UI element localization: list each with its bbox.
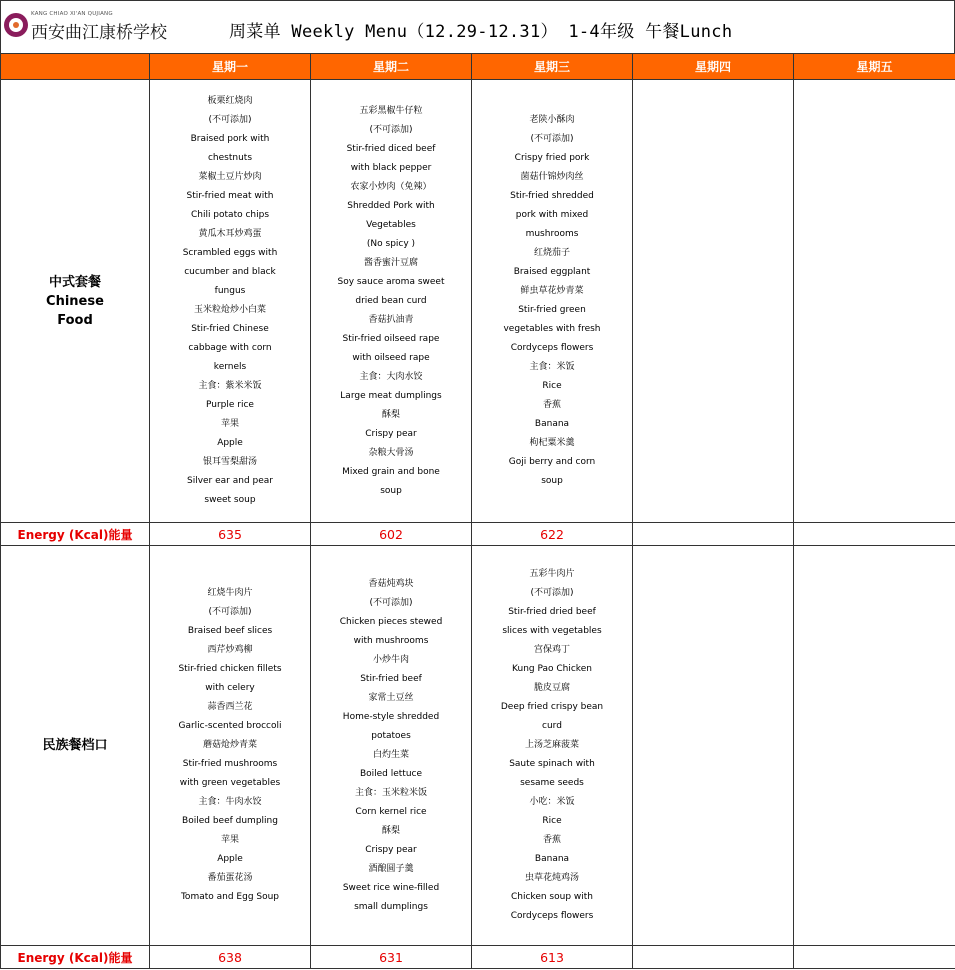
energy-value xyxy=(633,523,794,546)
dish-line: mushrooms xyxy=(525,229,579,239)
ethnic-food-row xyxy=(1,546,955,946)
dish-line: Tomato and Egg Soup xyxy=(180,892,280,902)
menu-cell xyxy=(311,546,472,946)
title-bar xyxy=(0,0,955,54)
dish-line: fungus xyxy=(214,286,246,296)
dish-line: Braised beef slices xyxy=(187,626,273,636)
dish-line: (不可添加) xyxy=(208,115,252,125)
dish-line: Soy sauce aroma sweet xyxy=(337,276,445,287)
dish-line: Crispy pear xyxy=(365,428,417,439)
menu-cell xyxy=(472,546,633,946)
dish-line: sesame seeds xyxy=(520,778,584,788)
dish-line: Home-style shredded xyxy=(342,711,440,722)
day-header-wed: 星期三 xyxy=(472,54,633,80)
dish-line: Mixed grain and bone xyxy=(342,466,440,477)
dish-line: 酒酿圆子羹 xyxy=(368,863,414,874)
dish-line: with green vegetables xyxy=(179,778,281,788)
dish-line: Cordyceps flowers xyxy=(510,343,594,353)
school-name-cn: 西安曲江康桥学校 xyxy=(31,23,167,43)
dish-line: pork with mixed xyxy=(515,210,589,220)
dish-line: 蘑菇炝炒青菜 xyxy=(202,740,257,750)
dish-line: dried bean curd xyxy=(355,295,427,306)
dish-line: potatoes xyxy=(371,730,411,741)
dish-line: Boiled beef dumpling xyxy=(182,816,278,826)
menu-cell xyxy=(633,546,794,946)
dish-line: 香菇炖鸡块 xyxy=(368,578,414,589)
dish-line: (不可添加) xyxy=(369,124,413,135)
category-line: 民族餐档口 xyxy=(42,738,108,753)
dish-line: with oilseed rape xyxy=(352,352,430,363)
dish-line: 蒜香西兰花 xyxy=(207,702,253,712)
dish-line: Boiled lettuce xyxy=(359,768,423,779)
dish-line: 主食：米饭 xyxy=(529,362,575,372)
dish-line: 板栗红烧肉 xyxy=(207,96,253,106)
dish-line: Rice xyxy=(542,816,562,826)
menu-title: 周菜单 Weekly Menu（12.29-12.31） 1-4年级 午餐Lunch xyxy=(229,22,733,42)
energy-value: 638 xyxy=(150,946,311,969)
menu-cell xyxy=(150,546,311,946)
category-line: Chinese xyxy=(46,293,104,309)
dish-line: 主食：紫米米饭 xyxy=(198,381,262,391)
category-line: Food xyxy=(57,312,93,328)
dish-line: 杂粮大骨汤 xyxy=(368,447,414,458)
dish-line: chestnuts xyxy=(207,153,253,163)
dish-line: Chicken pieces stewed xyxy=(339,616,443,627)
dish-line: with mushrooms xyxy=(353,635,429,646)
dish-line: Large meat dumplings xyxy=(340,390,442,401)
dish-line: Braised eggplant xyxy=(513,267,591,277)
dish-line: Silver ear and pear xyxy=(186,476,273,486)
dish-line: (不可添加) xyxy=(530,134,574,144)
dish-line: Scrambled eggs with xyxy=(182,248,278,258)
energy-label: Energy (Kcal)能量 xyxy=(1,946,150,969)
dish-line: Saute spinach with xyxy=(509,759,595,769)
dish-line: Banana xyxy=(534,419,570,429)
dish-line: Chicken soup with xyxy=(511,892,593,902)
energy-label: Energy (Kcal)能量 xyxy=(1,523,150,546)
day-header-mon: 星期一 xyxy=(150,54,311,80)
dish-line: Stir-fried diced beef xyxy=(346,143,436,154)
dish-line: 虫草花炖鸡汤 xyxy=(524,873,579,883)
dish-line: Stir-fried beef xyxy=(360,673,422,684)
dish-line: 老陕小酥肉 xyxy=(529,115,575,125)
dish-line: Goji berry and corn xyxy=(508,457,596,467)
dish-line: 西芹炒鸡柳 xyxy=(207,645,253,655)
dish-line: 农家小炒肉（免辣） xyxy=(350,181,432,192)
dish-line: Shredded Pork with xyxy=(347,200,435,211)
dish-line: 白灼生菜 xyxy=(372,749,409,760)
dish-line: cucumber and black xyxy=(184,267,276,277)
energy-row xyxy=(1,946,955,969)
energy-value: 631 xyxy=(311,946,472,969)
menu-cell xyxy=(794,546,955,946)
dish-line: 苹果 xyxy=(220,835,239,845)
dish-line: (不可添加) xyxy=(530,588,574,598)
dish-line: 主食：牛肉水饺 xyxy=(198,797,262,807)
dish-line: Vegetables xyxy=(366,219,416,230)
dish-line: (No spicy ) xyxy=(366,238,416,249)
dish-line: 番茄蛋花汤 xyxy=(207,873,253,883)
dish-line: 菌菇什锦炒肉丝 xyxy=(520,172,584,182)
dish-line: 五彩黑椒牛仔粒 xyxy=(359,105,423,116)
menu-cell xyxy=(472,80,633,523)
dish-line: Stir-fried Chinese xyxy=(191,324,269,334)
day-header-thu: 星期四 xyxy=(633,54,794,80)
dish-line: Stir-fried shredded xyxy=(510,191,594,201)
dish-line: Sweet rice wine-filled xyxy=(342,882,440,893)
dish-line: Cordyceps flowers xyxy=(510,911,594,921)
dish-line: slices with vegetables xyxy=(502,626,602,636)
day-header-fri: 星期五 xyxy=(794,54,955,80)
dish-line: soup xyxy=(541,476,563,486)
dish-line: small dumplings xyxy=(354,901,428,912)
dish-line: 鲜虫草花炒青菜 xyxy=(520,286,584,296)
dish-line: Banana xyxy=(534,854,570,864)
category-cell xyxy=(1,546,150,946)
dish-line: sweet soup xyxy=(204,495,256,505)
day-header-tue: 星期二 xyxy=(311,54,472,80)
dish-line: 香蕉 xyxy=(542,835,561,845)
dish-line: 香蕉 xyxy=(542,400,561,410)
dish-line: 菜椒土豆片炒肉 xyxy=(198,172,262,182)
dish-line: Stir-fried green xyxy=(518,305,586,315)
dish-line: 红烧牛肉片 xyxy=(207,588,253,598)
dish-line: Crispy fried pork xyxy=(514,153,590,163)
dish-line: 银耳雪梨甜汤 xyxy=(202,457,257,467)
dish-line: (不可添加) xyxy=(369,597,413,608)
dish-line: Apple xyxy=(217,438,243,448)
chinese-food-row xyxy=(1,80,955,523)
dish-line: 红烧茄子 xyxy=(533,248,570,258)
menu-cell xyxy=(794,80,955,523)
dish-line: (不可添加) xyxy=(208,607,252,617)
dish-line: Chili potato chips xyxy=(190,210,270,220)
dish-line: 脆皮豆腐 xyxy=(533,683,570,693)
dish-line: Stir-fried dried beef xyxy=(508,607,596,617)
dish-line: 小吃：米饭 xyxy=(529,797,575,807)
dish-line: 宫保鸡丁 xyxy=(533,645,570,655)
menu-cell xyxy=(150,80,311,523)
dish-line: Stir-fried meat with xyxy=(186,191,274,201)
dish-line: Stir-fried oilseed rape xyxy=(342,333,440,344)
energy-value: 602 xyxy=(311,523,472,546)
dish-line: 上汤芝麻菠菜 xyxy=(524,740,579,750)
menu-table xyxy=(0,53,955,969)
dish-line: Rice xyxy=(542,381,562,391)
dish-line: 酥梨 xyxy=(381,409,400,420)
dish-line: Stir-fried chicken fillets xyxy=(178,664,282,674)
energy-value: 635 xyxy=(150,523,311,546)
dish-line: Apple xyxy=(217,854,243,864)
corner-cell xyxy=(1,54,150,80)
day-header-row xyxy=(1,54,955,80)
energy-value: 613 xyxy=(472,946,633,969)
dish-line: Corn kernel rice xyxy=(355,806,427,817)
energy-value xyxy=(794,946,955,969)
dish-line: Purple rice xyxy=(206,400,254,410)
category-line: 中式套餐 xyxy=(48,274,101,290)
dish-line: Garlic-scented broccoli xyxy=(178,721,282,731)
school-emblem-icon xyxy=(4,13,28,37)
dish-line: 主食：玉米粒米饭 xyxy=(354,787,427,798)
dish-line: 香菇扒油青 xyxy=(368,314,414,325)
dish-line: Crispy pear xyxy=(365,844,417,855)
dish-line: 酱香蜜汁豆腐 xyxy=(363,257,418,268)
dish-line: curd xyxy=(542,721,562,731)
energy-value xyxy=(633,946,794,969)
dish-line: 小炒牛肉 xyxy=(372,654,409,665)
dish-line: 玉米粒炝炒小白菜 xyxy=(193,305,266,315)
dish-line: 黄瓜木耳炒鸡蛋 xyxy=(198,229,262,239)
dish-line: Braised pork with xyxy=(190,134,270,144)
dish-line: with celery xyxy=(205,683,255,693)
dish-line: 家常土豆丝 xyxy=(368,692,414,703)
energy-value xyxy=(794,523,955,546)
energy-row xyxy=(1,523,955,546)
dish-line: Kung Pao Chicken xyxy=(512,664,592,674)
dish-line: 主食：大肉水饺 xyxy=(359,371,423,382)
energy-value: 622 xyxy=(472,523,633,546)
dish-line: cabbage with corn xyxy=(188,343,272,353)
school-logo xyxy=(4,11,184,43)
dish-line: kernels xyxy=(213,362,247,372)
school-name-en: KANG CHIAO XI'AN QUJIANG xyxy=(31,11,113,17)
dish-line: 五彩牛肉片 xyxy=(529,569,575,579)
category-cell xyxy=(1,80,150,523)
dish-line: Stir-fried mushrooms xyxy=(182,759,278,769)
menu-cell xyxy=(633,80,794,523)
menu-cell xyxy=(311,80,472,523)
dish-line: with black pepper xyxy=(350,162,432,173)
dish-line: 枸杞粟米羹 xyxy=(529,438,575,448)
dish-line: 苹果 xyxy=(220,419,239,429)
dish-line: Deep fried crispy bean xyxy=(500,702,604,712)
dish-line: vegetables with fresh xyxy=(503,324,601,334)
dish-line: soup xyxy=(380,485,402,496)
dish-line: 酥梨 xyxy=(381,825,400,836)
